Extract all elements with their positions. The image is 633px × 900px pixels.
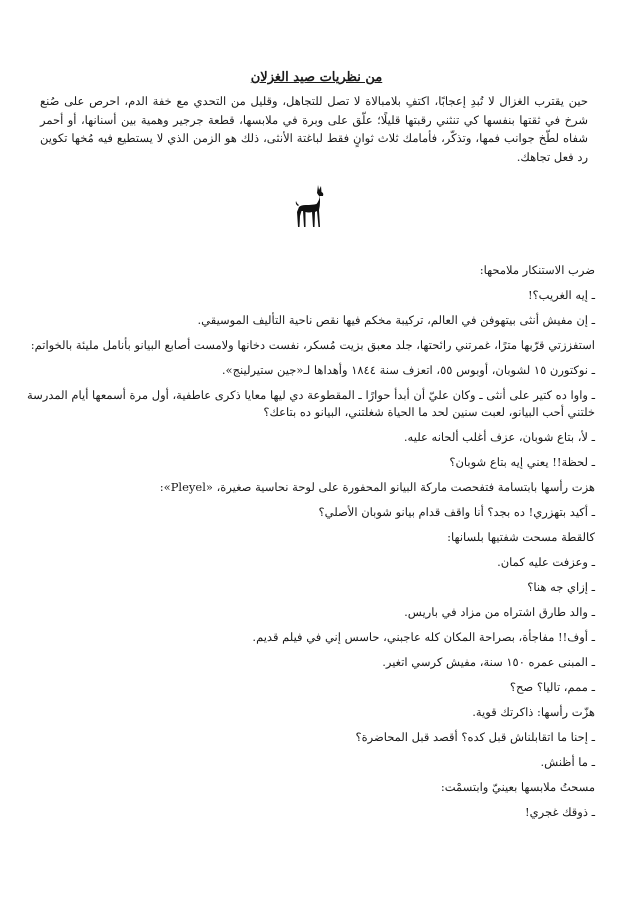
text-line: ـ لأ، بتاع شوبان، عزف أغلب ألحانه عليه. <box>403 430 595 444</box>
text-line: ـ إحنا ما اتقابلناش قبل كده؟ أقصد قبل المحاضرة؟ <box>355 730 595 744</box>
text-line: ـ ممم، تاليا؟ صح؟ <box>509 680 595 694</box>
text-line: استفززتي قرّبها مترًا، غمرتني رائحتها، جلد معبق بزيت مُسكر، نفست دخانها ولامست أصابع البيانو بأنامل مليئة بالخواتم: <box>30 338 595 352</box>
text-line: ـ وعزفت عليه كمان. <box>497 555 595 569</box>
text-line: ـ والد طارق اشتراه من مزاد في باريس. <box>404 605 595 619</box>
text-line: ـ لحظة!! يعني إيه بتاع شوبان؟ <box>449 455 595 469</box>
dialogue-body <box>8 262 595 821</box>
text-line: كالقطة مسحت شفتيها بلسانها: <box>447 530 595 544</box>
text-line: ـ إن مفيش أنثى بيتهوفن في العالم، تركيبة مخكم فيها نقص ناحية التأليف الموسيقي. <box>197 313 595 327</box>
deer-icon <box>293 183 329 229</box>
text-line: ـ ذوقك غجري! <box>525 805 595 819</box>
text-line: ـ إيه الغريب؟! <box>527 288 595 302</box>
text-line: ـ واوا ده كتير على أنثى ـ وكان عليّ أن أبدأ حوارًا ـ المقطوعة دي ليها معايا ذكرى عاطفية، أول مرة أسمعها أيام المدرسة خلتني أحب البيانو، لعبت سنين لحد ما الحياة شغلتني، البيانو ده بتاعك؟ <box>26 388 595 419</box>
text-line: ـ إزاي جه هنا؟ <box>527 580 595 594</box>
intro-paragraph <box>40 92 588 166</box>
text-line: ضرب الاستنكار ملامحها: <box>479 263 595 277</box>
text-line: ـ ما أظنش. <box>540 755 595 769</box>
text-line: ـ أوف!! مفاجأة، بصراحة المكان كله عاجبني، حاسس إني في فيلم قديم. <box>252 630 595 644</box>
text-line: هزت رأسها بابتسامة فتفحصت ماركة البيانو المحفورة على لوحة نحاسية صغيرة، «Pleyel»: <box>159 480 595 494</box>
text-line: هزّت رأسها: ذاكرتك قوية. <box>472 705 595 719</box>
text-line: ـ أكيد بتهزري! ده بجد؟ أنا واقف قدام بيانو شوبان الأصلي؟ <box>318 505 595 519</box>
intro-text: حين يقترب الغزال لا تُبدِ إعجابًا، اكتفِ بلامبالاة لا تصل للتجاهل، وقليل من التحدي مع خفة الدم، احرص على صُنع شرخ في ثقتها بنفسها كي تنثني رقبتها قليلًا؛ علّق على وبرة في ملابسها، قطعة جرجير وهمية بين أسنانها، أو أحمر شفاه لطّخ جوانب فمها، وتذكّر، فأمامك ثلاث ثوانٍ فقط لباغتة الأنثى، ذلك هو الزمن الذي لا يستطيع فيه مُخها تكوين رد فعل تجاهك. <box>40 94 588 164</box>
text-line: مسحتُ ملابسها بعينيّ وابتسمْت: <box>440 780 595 794</box>
text-line: ـ نوكتورن ١٥ لشوبان، أوبوس ٥٥، اتعزف سنة ١٨٤٤ وأهداها لـ«جين ستيرلينج». <box>221 363 595 377</box>
document-title: من نظريات صيد الغزلان <box>250 70 383 85</box>
text-line: ـ المبنى عمره ١٥٠ سنة، مفيش كرسي اتغير. <box>382 655 595 669</box>
